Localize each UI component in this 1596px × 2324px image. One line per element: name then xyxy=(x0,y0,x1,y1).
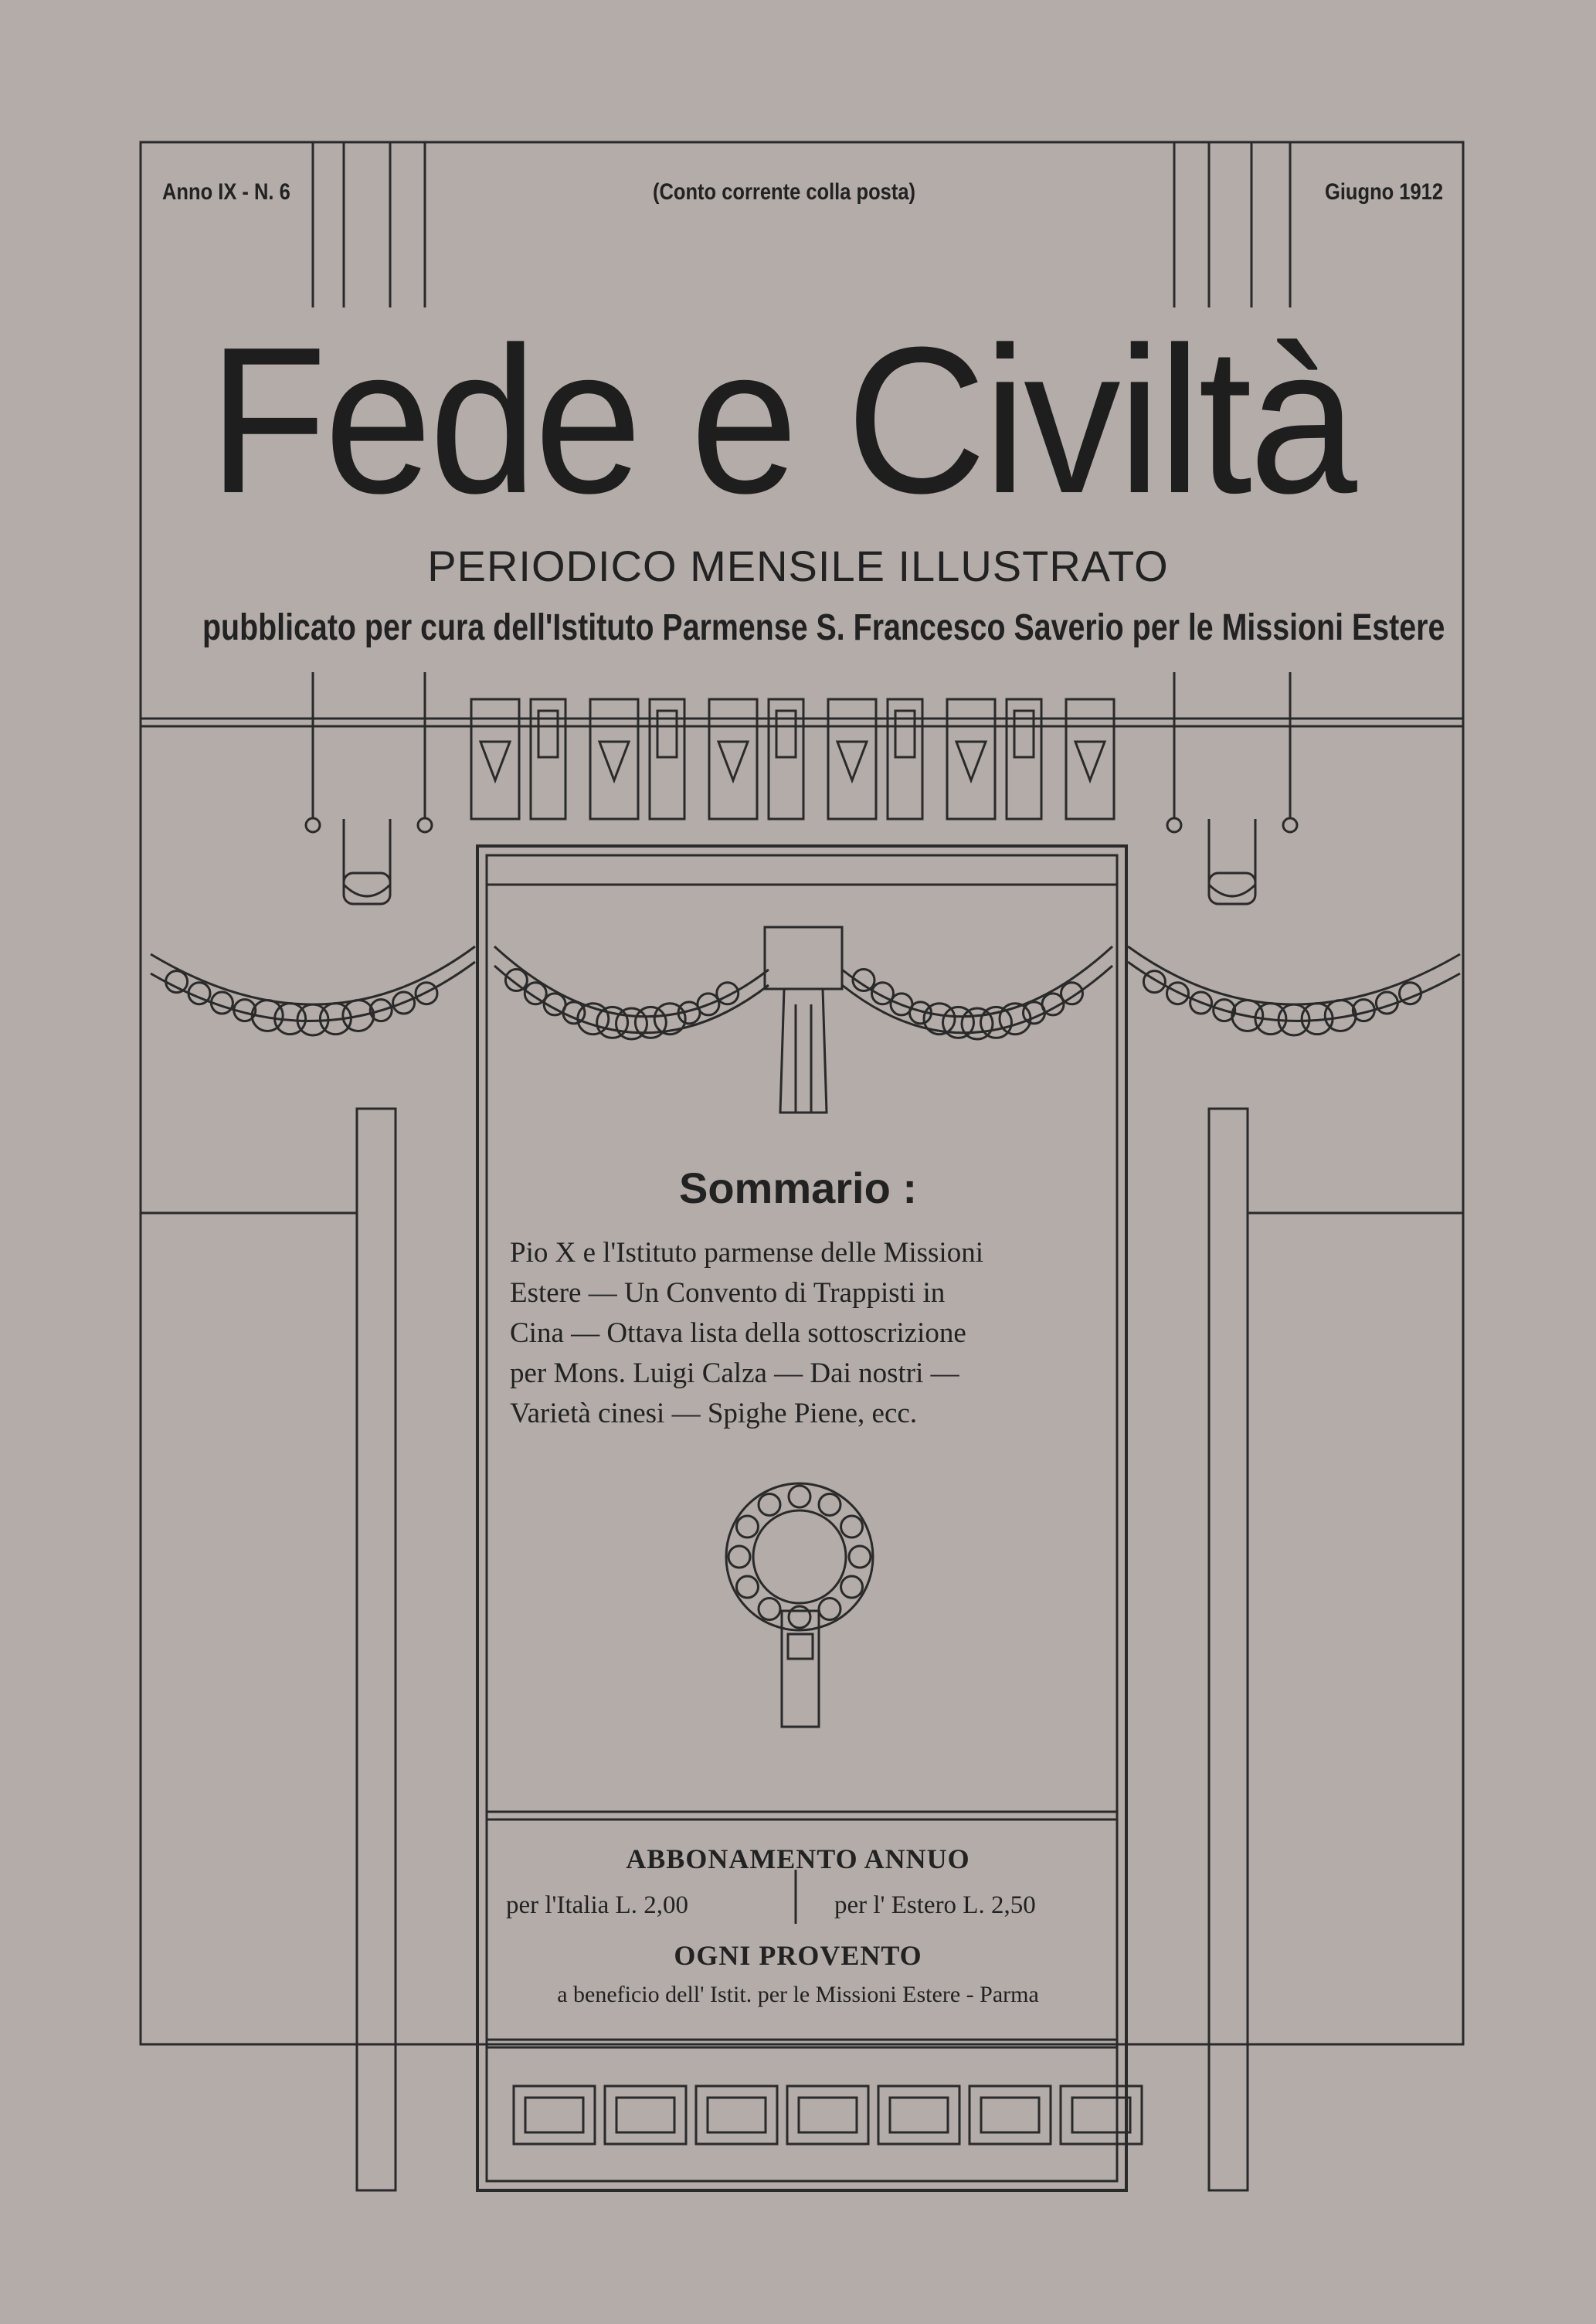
subscription-heading: ABBONAMENTO ANNUO xyxy=(626,1843,970,1874)
masthead-subtitle: PERIODICO MENSILE ILLUSTRATO xyxy=(427,542,1169,590)
publisher-line: pubblicato per cura dell'Istituto Parmense S. Francesco Saverio per le Missioni Estere xyxy=(202,607,1445,648)
proceeds-heading: OGNI PROVENTO xyxy=(674,1940,922,1971)
summary-line: Varietà cinesi — Spighe Piene, ecc. xyxy=(510,1398,918,1429)
masthead-title: Fede e Civiltà xyxy=(209,304,1355,537)
issue-number: Anno IX - N. 6 xyxy=(162,179,290,205)
summary-heading: Sommario : xyxy=(678,1164,918,1212)
price-abroad: per l' Estero L. 2,50 xyxy=(834,1891,1036,1919)
price-italy: per l'Italia L. 2,00 xyxy=(506,1891,688,1919)
proceeds-text: a beneficio dell' Istit. per le Missioni Estere - Parma xyxy=(557,1982,1039,2007)
postal-note: (Conto corrente colla posta) xyxy=(653,179,916,205)
summary-line: Cina — Ottava lista della sottoscrizione xyxy=(510,1317,966,1349)
summary-line: Estere — Un Convento di Trappisti in xyxy=(510,1277,946,1309)
issue-date: Giugno 1912 xyxy=(1325,179,1444,205)
summary-line: Pio X e l'Istituto parmense delle Missioni xyxy=(510,1237,983,1269)
summary-line: per Mons. Luigi Calza — Dai nostri — xyxy=(510,1357,959,1389)
